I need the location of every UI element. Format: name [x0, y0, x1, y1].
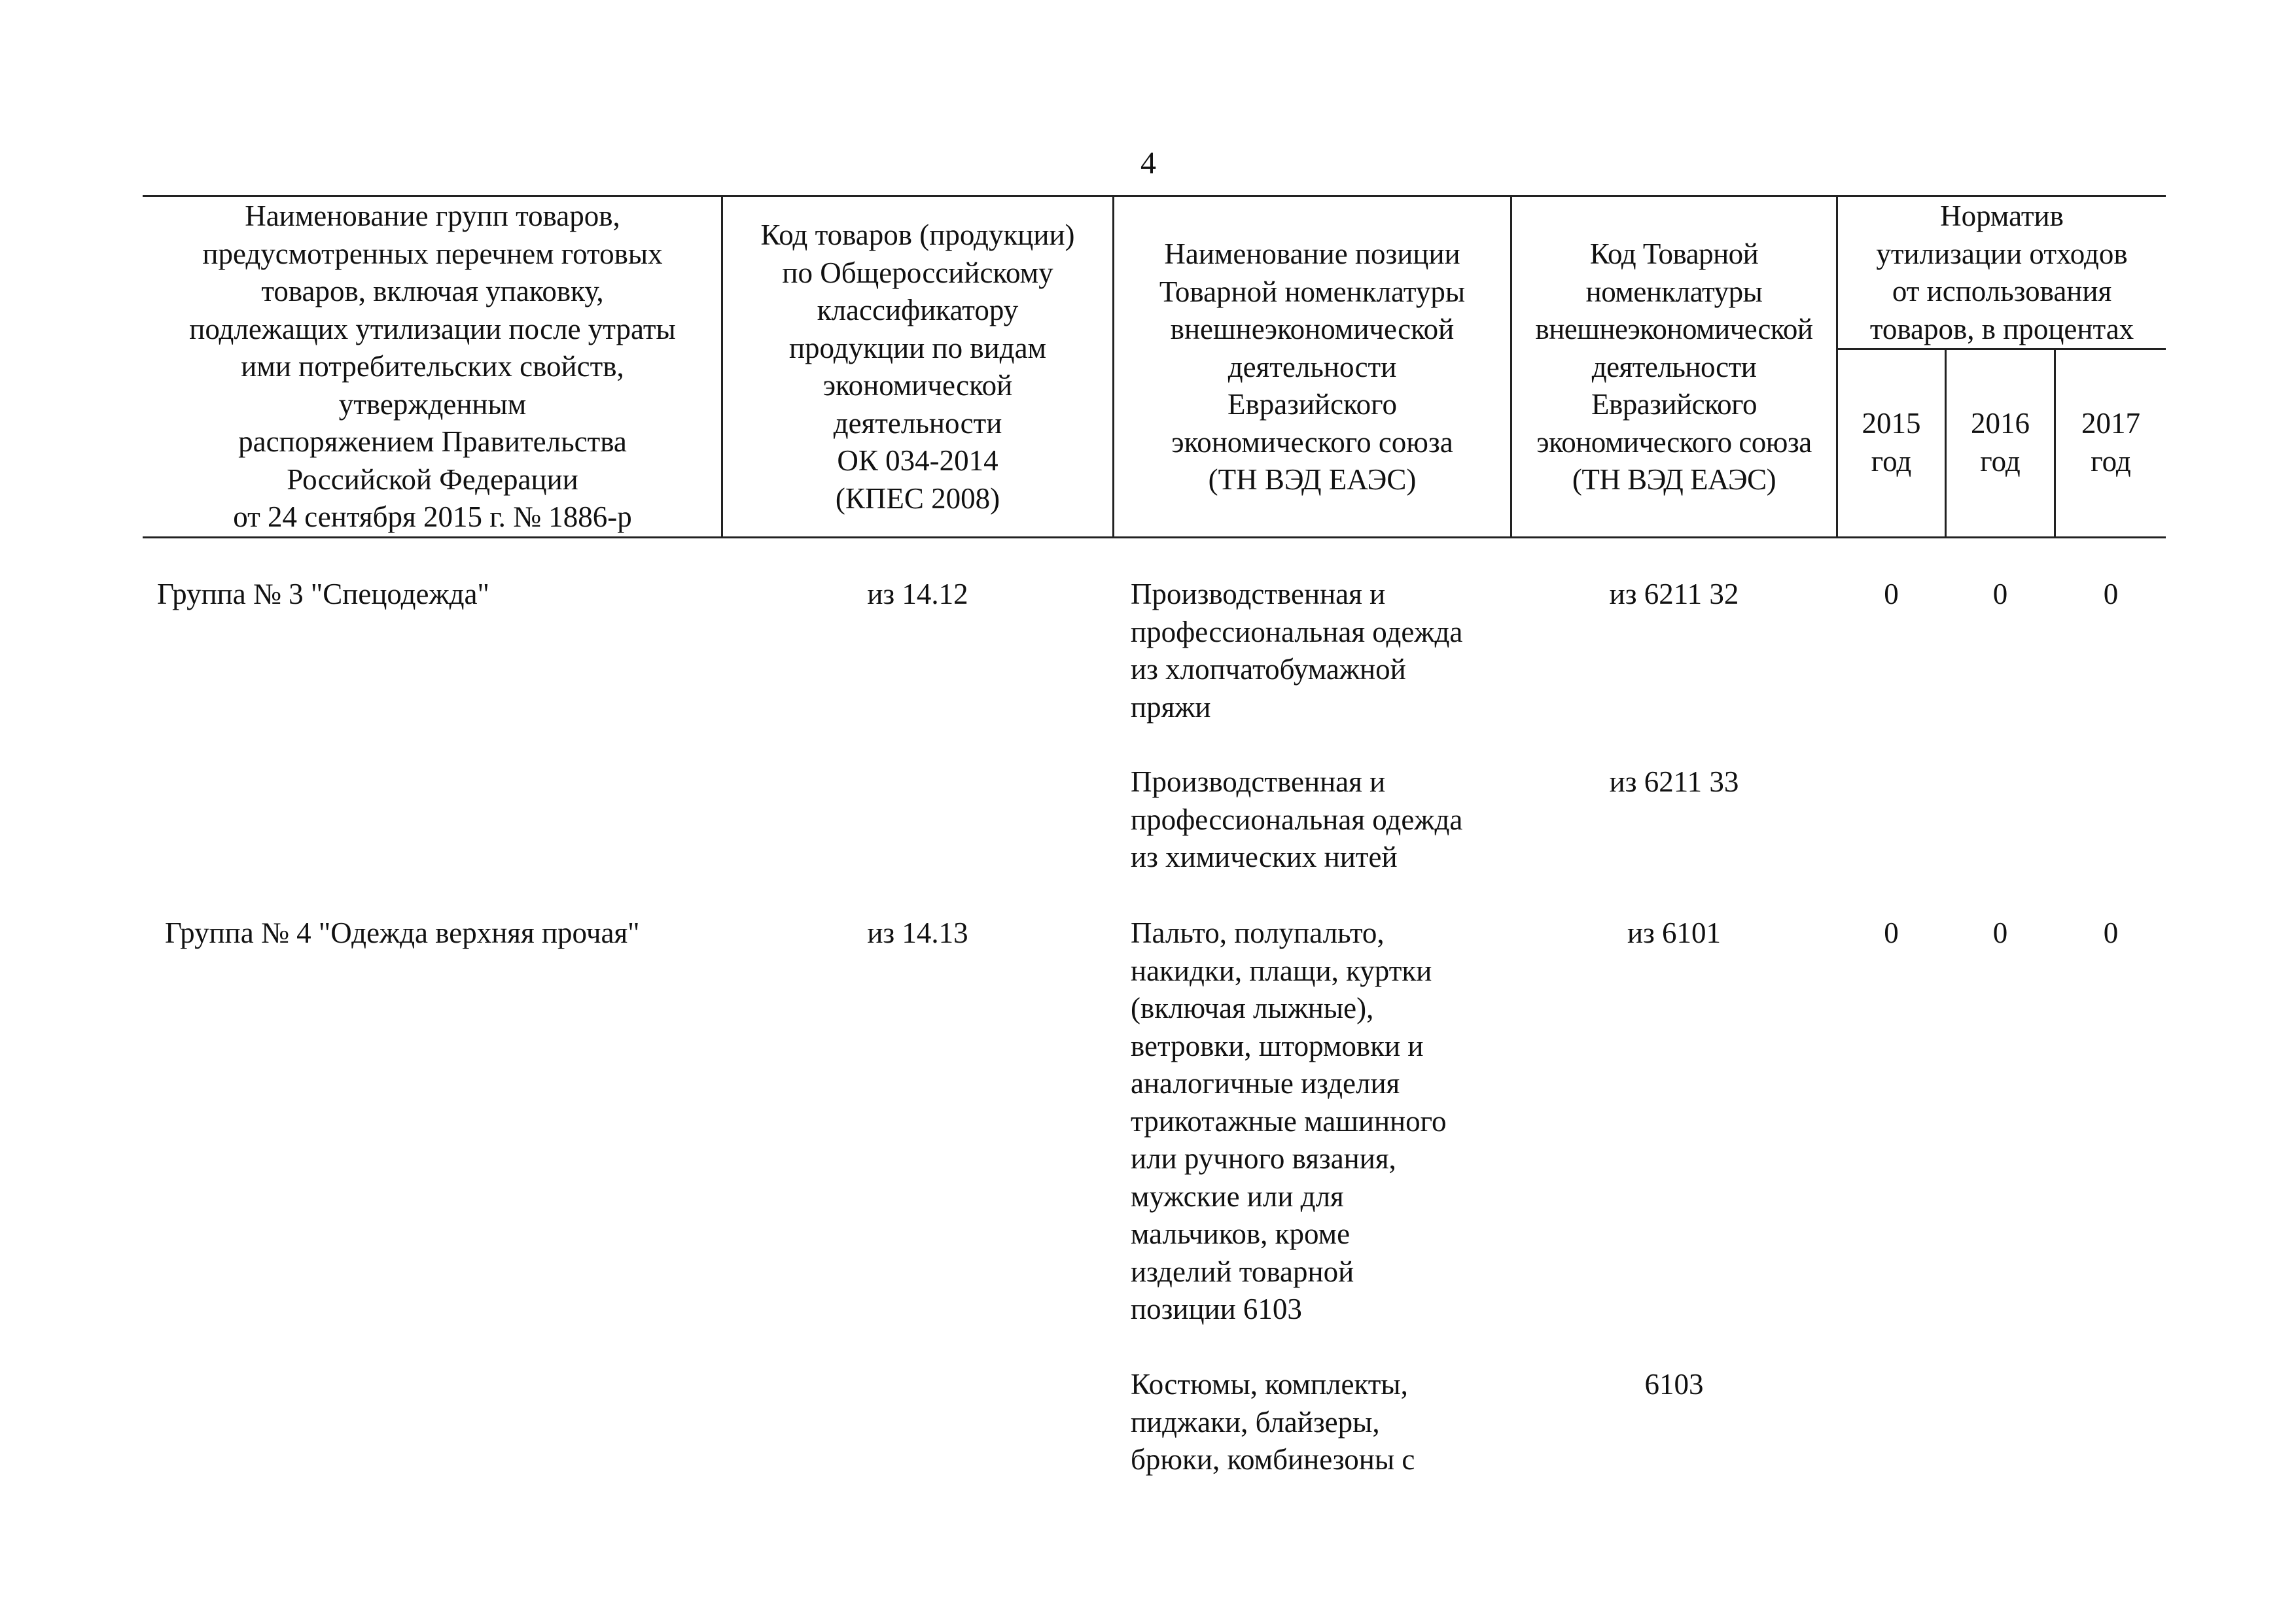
header-col2-line: деятельности	[833, 406, 1002, 440]
row-group-name: Группа № 3 "Спецодежда"	[157, 578, 489, 610]
row-tnved-name	[1131, 1366, 1415, 1479]
row-value-2015: 0	[1884, 578, 1899, 610]
norm-years-divider	[1836, 348, 2166, 350]
header-col2-line: ОК 034-2014	[837, 444, 998, 477]
header-col3-line: (ТН ВЭД ЕАЭС)	[1208, 463, 1417, 496]
row-name-line: Производственная и	[1131, 765, 1386, 798]
header-col-tnved-name	[1114, 236, 1510, 499]
row-value-2017: 0	[2103, 916, 2119, 949]
header-col2-line: продукции по видам	[788, 331, 1047, 364]
header-col3-line: Наименование позиции	[1164, 237, 1460, 270]
header-year-2016	[1947, 404, 2054, 480]
header-col4-line: (ТН ВЭД ЕАЭС)	[1572, 463, 1776, 496]
header-year-unit: год	[1980, 445, 2021, 478]
header-col1-line: от 24 сентября 2015 г. № 1886-р	[233, 500, 632, 533]
row-tnved-name	[1131, 915, 1446, 1329]
header-col2-line: по Общероссийскому	[782, 256, 1053, 289]
row-name-line: мужские или для	[1131, 1179, 1344, 1213]
header-norm-line: товаров, в процентах	[1869, 312, 2134, 345]
header-col1-line: Наименование групп товаров,	[245, 200, 620, 232]
header-col-okpd-code	[723, 217, 1112, 517]
row-name-line: пряжи	[1131, 690, 1211, 724]
row-name-line: пиджаки, блайзеры,	[1131, 1405, 1380, 1439]
header-col4-line: Код Товарной	[1589, 237, 1759, 270]
header-year-2015	[1838, 404, 1945, 480]
row-name-line: Костюмы, комплекты,	[1131, 1368, 1408, 1401]
row-name-line: трикотажные машинного	[1131, 1104, 1447, 1138]
row-tnved-code: из 6211 32	[1609, 578, 1739, 610]
row-value-2015: 0	[1884, 916, 1899, 949]
row-name-line: изделий товарной	[1131, 1255, 1354, 1288]
row-group-name: Группа № 4 "Одежда верхняя прочая"	[165, 916, 640, 949]
header-col1-line: товаров, включая упаковку,	[261, 275, 604, 307]
header-norm-line: Норматив	[1940, 200, 2064, 232]
header-year-value: 2016	[1971, 407, 2030, 440]
header-year-value: 2015	[1862, 407, 1921, 440]
header-col3-line: экономического союза	[1171, 425, 1453, 459]
header-col2-line: (КПЕС 2008)	[835, 481, 1000, 515]
header-col4-line: деятельности	[1591, 350, 1757, 383]
row-okpd-code: из 14.12	[867, 578, 968, 610]
header-col3-line: деятельности	[1227, 350, 1397, 383]
row-name-line: из хлопчатобумажной	[1131, 653, 1406, 686]
row-value-2016: 0	[1992, 916, 2008, 949]
row-tnved-name	[1131, 576, 1462, 726]
header-col4-line: Евразийского	[1591, 388, 1757, 421]
row-name-line: аналогичные изделия	[1131, 1067, 1400, 1100]
header-col1-line: предусмотренных перечнем готовых	[202, 237, 663, 270]
header-norm-line: утилизации отходов	[1876, 237, 2128, 270]
row-name-line: накидки, плащи, куртки	[1131, 954, 1432, 987]
row-name-line: профессиональная одежда	[1131, 803, 1463, 836]
row-okpd-code: из 14.13	[867, 916, 968, 949]
header-top-border	[143, 195, 2166, 197]
header-col-tnved-code	[1512, 236, 1836, 499]
row-name-line: Производственная и	[1131, 578, 1386, 610]
header-col-normative	[1838, 198, 2166, 348]
header-col1-line: подлежащих утилизации после утраты	[189, 312, 676, 345]
header-year-unit: год	[1871, 445, 1912, 478]
header-col1-line: ими потребительских свойств,	[241, 350, 624, 383]
row-name-line: или ручного вязания,	[1131, 1142, 1396, 1175]
row-name-line: Пальто, полупальто,	[1131, 916, 1385, 949]
header-col1-line: Российской Федерации	[287, 462, 578, 496]
row-name-line: брюки, комбинезоны с	[1131, 1443, 1415, 1476]
header-col-group-name	[144, 198, 721, 536]
row-name-line: мальчиков, кроме	[1131, 1217, 1351, 1250]
row-name-line: (включая лыжные),	[1131, 992, 1374, 1024]
header-year-unit: год	[2091, 445, 2131, 478]
row-tnved-code: из 6101	[1627, 916, 1722, 949]
row-tnved-code: 6103	[1644, 1368, 1704, 1401]
header-col1-line: утвержденным	[338, 387, 527, 421]
row-tnved-code: из 6211 33	[1609, 765, 1739, 798]
row-name-line: ветровки, штормовки и	[1131, 1029, 1424, 1062]
row-value-2017: 0	[2103, 578, 2119, 610]
row-name-line: профессиональная одежда	[1131, 615, 1463, 648]
header-year-value: 2017	[2081, 407, 2140, 440]
header-col3-line: внешнеэкономической	[1170, 313, 1455, 345]
header-col2-line: классификатору	[817, 294, 1019, 326]
header-col3-line: Евразийского	[1227, 388, 1398, 421]
header-col4-line: внешнеэкономической	[1535, 313, 1813, 345]
header-col1-line: распоряжением Правительства	[238, 425, 627, 458]
header-col4-line: экономического союза	[1536, 425, 1812, 459]
header-bottom-border	[143, 536, 2166, 538]
header-norm-line: от использования	[1892, 275, 2112, 307]
header-col2-line: Код товаров (продукции)	[760, 218, 1075, 251]
row-name-line: позиции 6103	[1131, 1293, 1302, 1325]
page-number: 4	[1140, 146, 1156, 181]
header-col4-line: номенклатуры	[1585, 275, 1763, 308]
row-value-2016: 0	[1992, 578, 2008, 610]
row-name-line: из химических нитей	[1131, 841, 1398, 873]
header-col2-line: экономической	[822, 369, 1013, 402]
header-year-2017	[2056, 404, 2166, 480]
row-tnved-name	[1131, 763, 1462, 877]
header-col3-line: Товарной номенклатуры	[1159, 275, 1466, 308]
